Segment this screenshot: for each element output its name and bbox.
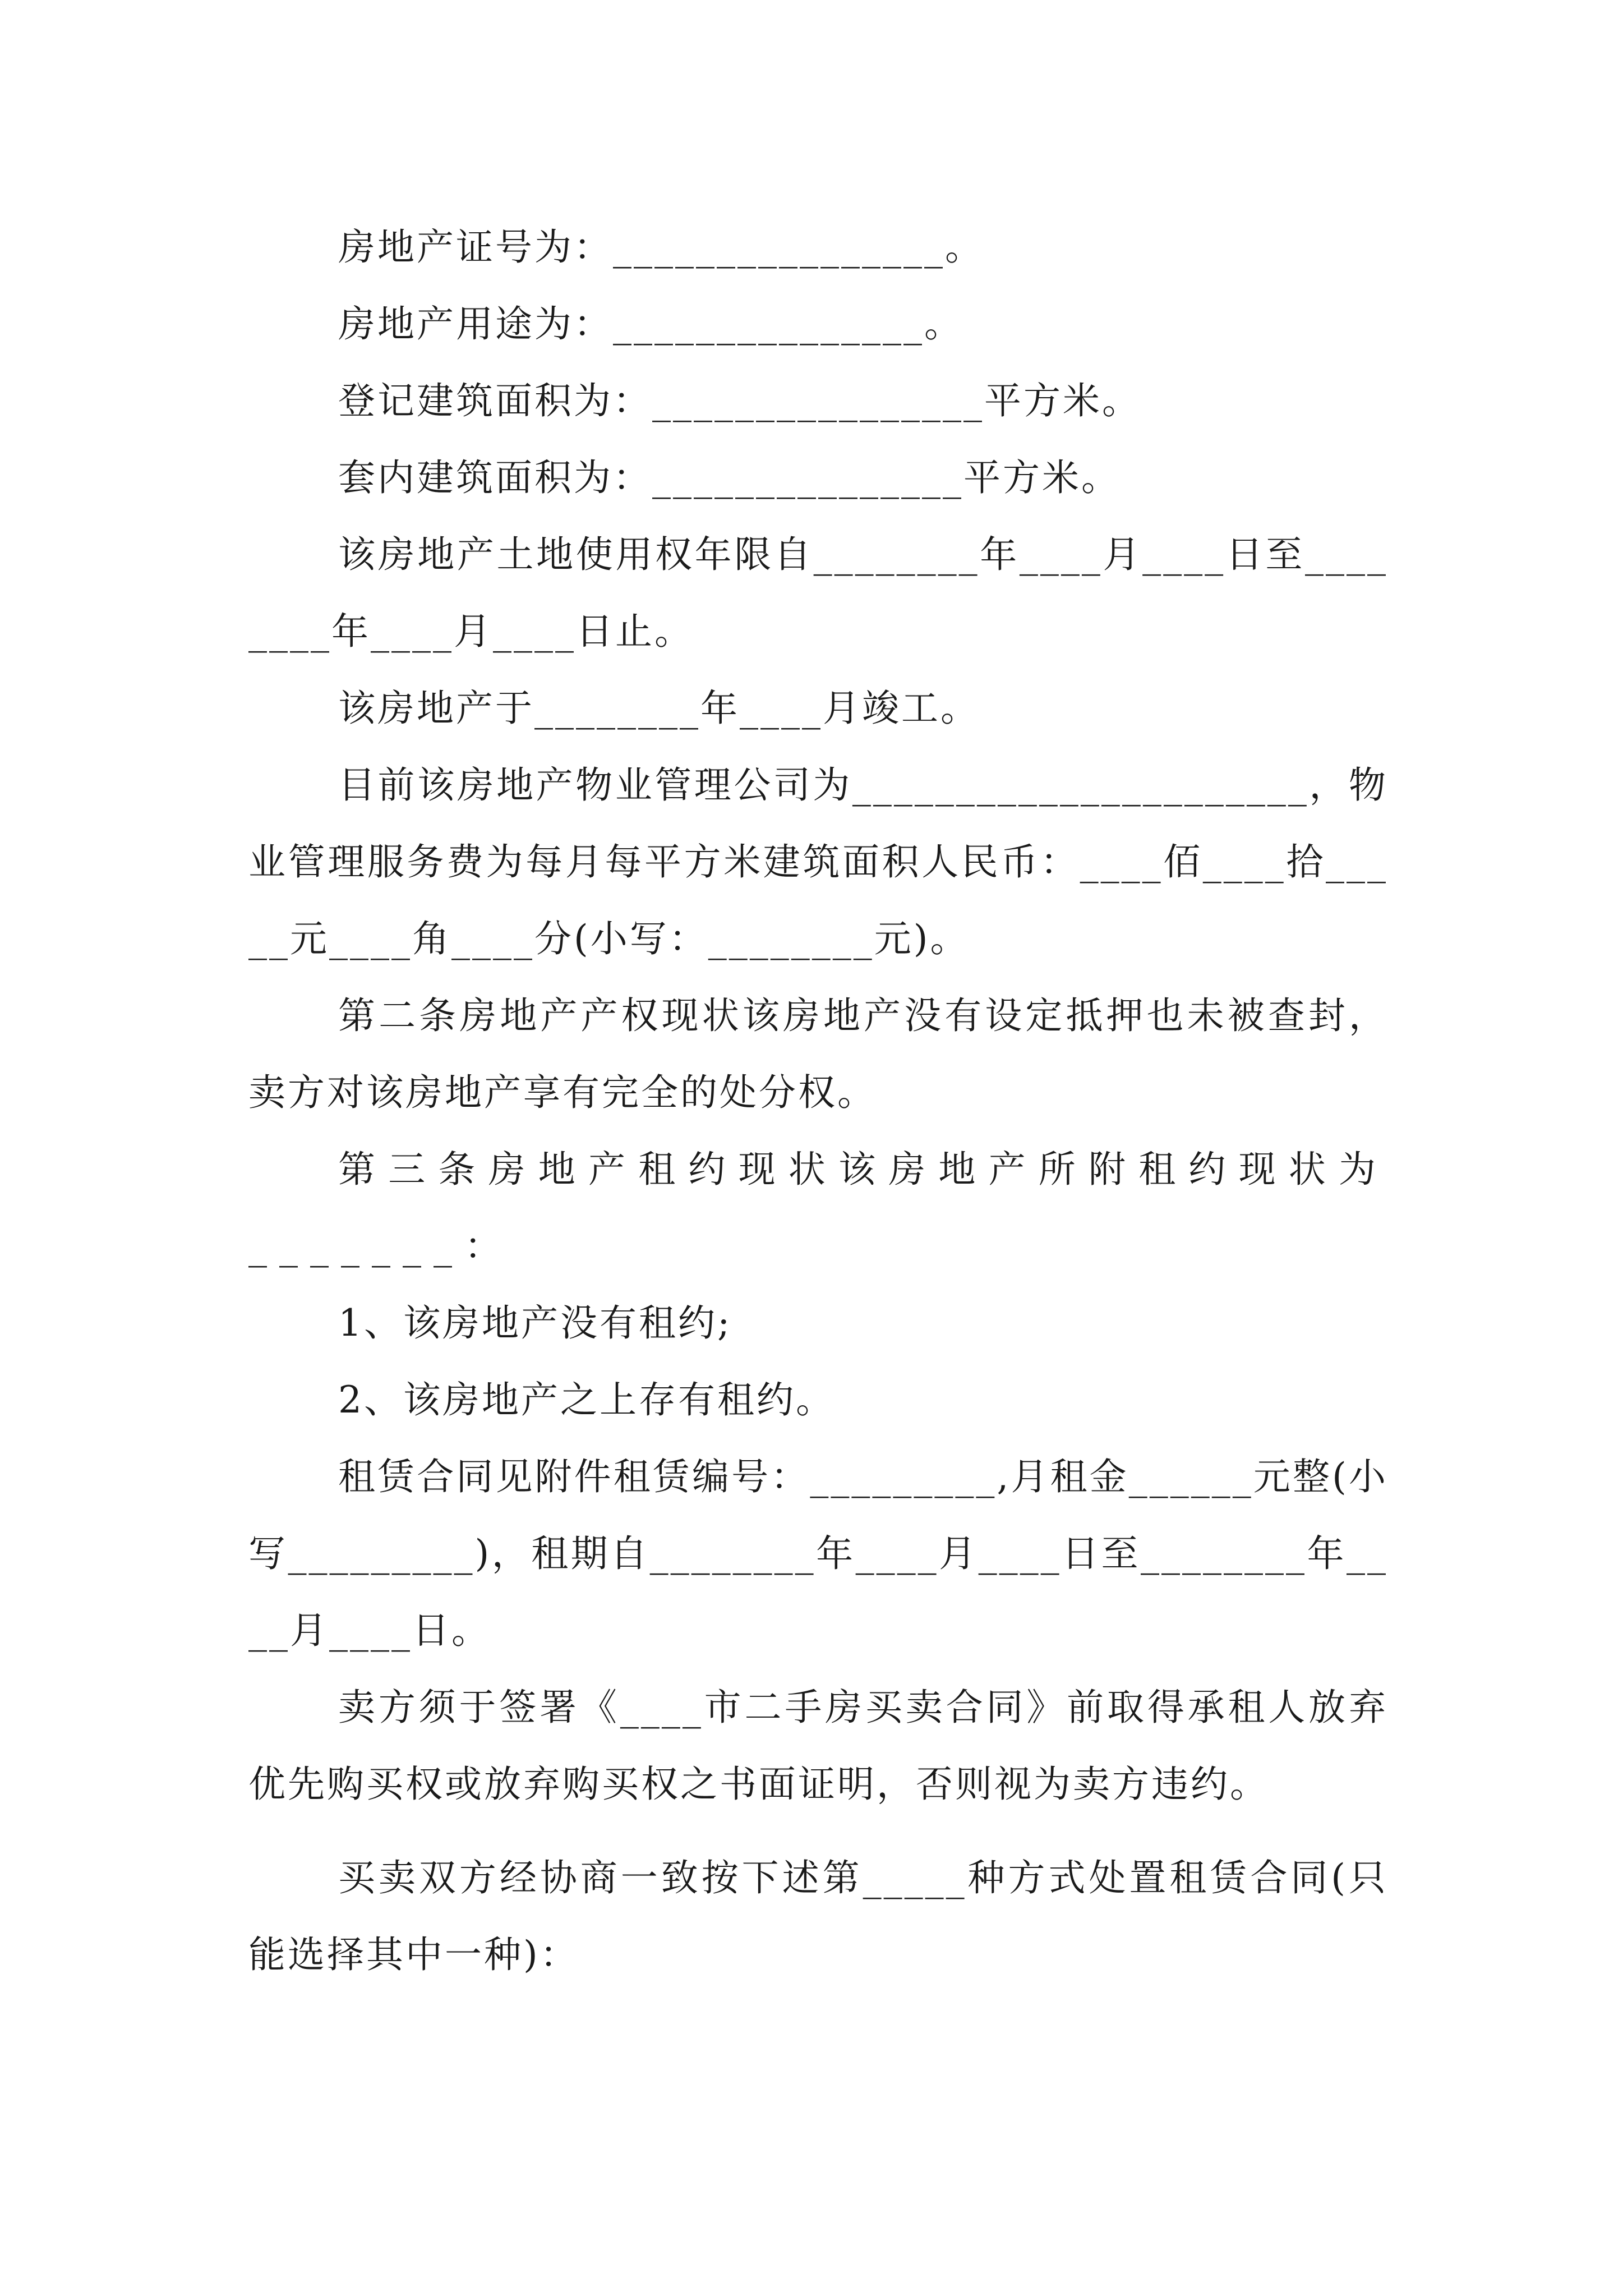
- lease-option-2: 2、该房地产之上存有租约。: [338, 1378, 835, 1421]
- document-body: [248, 209, 1388, 1993]
- interior-floor-area: 套内建筑面积为：_______________平方米。: [338, 456, 1121, 499]
- property-management-fee: 目前该房地产物业管理公司为______________________，物业管理服务费为每月每平方米建筑面积人民币：____佰____拾_____元____角____分(小写：________元)。: [248, 763, 1388, 960]
- lease-handling-method: 买卖双方经协商一致按下述第_____种方式处置租赁合同(只能选择其中一种)：: [248, 1856, 1388, 1976]
- property-usage: 房地产用途为：_______________。: [338, 302, 963, 346]
- lease-contract-details: 租赁合同见附件租赁编号：_________,月租金______元整(小写_________)，租期自________年____月____日至________年____月____日。: [248, 1455, 1388, 1652]
- registered-floor-area: 登记建筑面积为：________________平方米。: [338, 379, 1141, 422]
- article-2-ownership-status: 第二条房地产产权现状该房地产没有设定抵押也未被查封，卖方对该房地产享有完全的处分权。: [248, 994, 1388, 1114]
- property-certificate-no: 房地产证号为：________________。: [338, 226, 984, 269]
- land-use-term: 该房地产土地使用权年限自________年____月____日至________年____月____日止。: [248, 533, 1388, 653]
- lease-option-1: 1、该房地产没有租约;: [338, 1301, 732, 1345]
- completion-date: 该房地产于________年____月竣工。: [338, 687, 980, 730]
- article-3-lease-status: 第三条房地产租约现状该房地产所附租约现状为_______：: [248, 1148, 1388, 1268]
- seller-waiver-requirement: 卖方须于签署《____市二手房买卖合同》前取得承租人放弃优先购买权或放弃购买权之书面证明，否则视为卖方违约。: [248, 1686, 1388, 1806]
